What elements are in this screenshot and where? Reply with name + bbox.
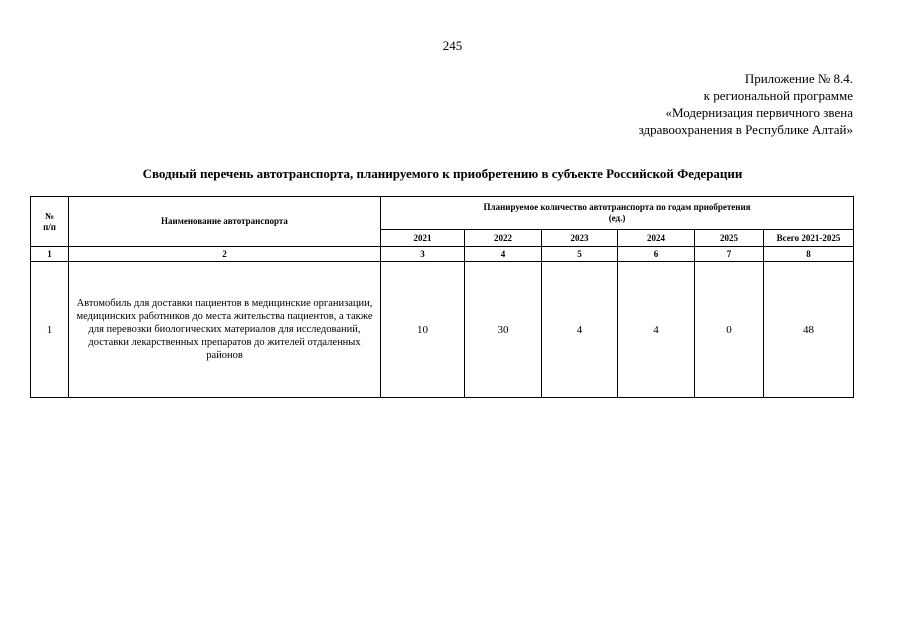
table-row — [31, 262, 854, 398]
appendix-header — [639, 70, 853, 138]
column-header-number: № п/п — [31, 197, 69, 247]
value-2024: 4 — [618, 262, 695, 398]
year-header: 2024 — [618, 230, 695, 247]
total-header: Всего 2021-2025 — [764, 230, 854, 247]
vehicle-table — [30, 196, 854, 398]
column-number: 4 — [465, 247, 542, 262]
document-title: Сводный перечень автотранспорта, планируемого к приобретению в субъекте Российской Федерации — [142, 166, 743, 181]
year-header: 2023 — [542, 230, 618, 247]
appendix-line: здравоохранения в Республике Алтай» — [638, 122, 853, 137]
column-number: 1 — [31, 247, 69, 262]
column-number: 8 — [764, 247, 854, 262]
column-numbers-row — [31, 247, 854, 262]
column-number: 5 — [542, 247, 618, 262]
row-number: 1 — [31, 262, 69, 398]
page-number: 245 — [442, 38, 463, 53]
header-row — [31, 197, 854, 230]
column-number: 6 — [618, 247, 695, 262]
year-header: 2025 — [695, 230, 764, 247]
column-number: 3 — [381, 247, 465, 262]
value-2021: 10 — [381, 262, 465, 398]
appendix-line: «Модернизация первичного звена — [665, 105, 853, 120]
year-header: 2022 — [465, 230, 542, 247]
column-number: 7 — [695, 247, 764, 262]
year-header: 2021 — [381, 230, 465, 247]
value-2023: 4 — [542, 262, 618, 398]
vehicle-name: Автомобиль для доставки пациентов в медицинские организации, медицинских работников до места жительства пациентов, а также для перевозки биологических материалов для исследований, доставки лекарственных препаратов до жителей отдаленных районов — [69, 262, 381, 398]
appendix-line: Приложение № 8.4. — [744, 71, 853, 86]
column-header-planned: Планируемое количество автотранспорта по годам приобретения (ед.) — [381, 197, 854, 230]
value-2022: 30 — [465, 262, 542, 398]
column-number: 2 — [69, 247, 381, 262]
appendix-line: к региональной программе — [703, 88, 853, 103]
value-total: 48 — [764, 262, 854, 398]
column-header-name: Наименование автотранспорта — [69, 197, 381, 247]
value-2025: 0 — [695, 262, 764, 398]
